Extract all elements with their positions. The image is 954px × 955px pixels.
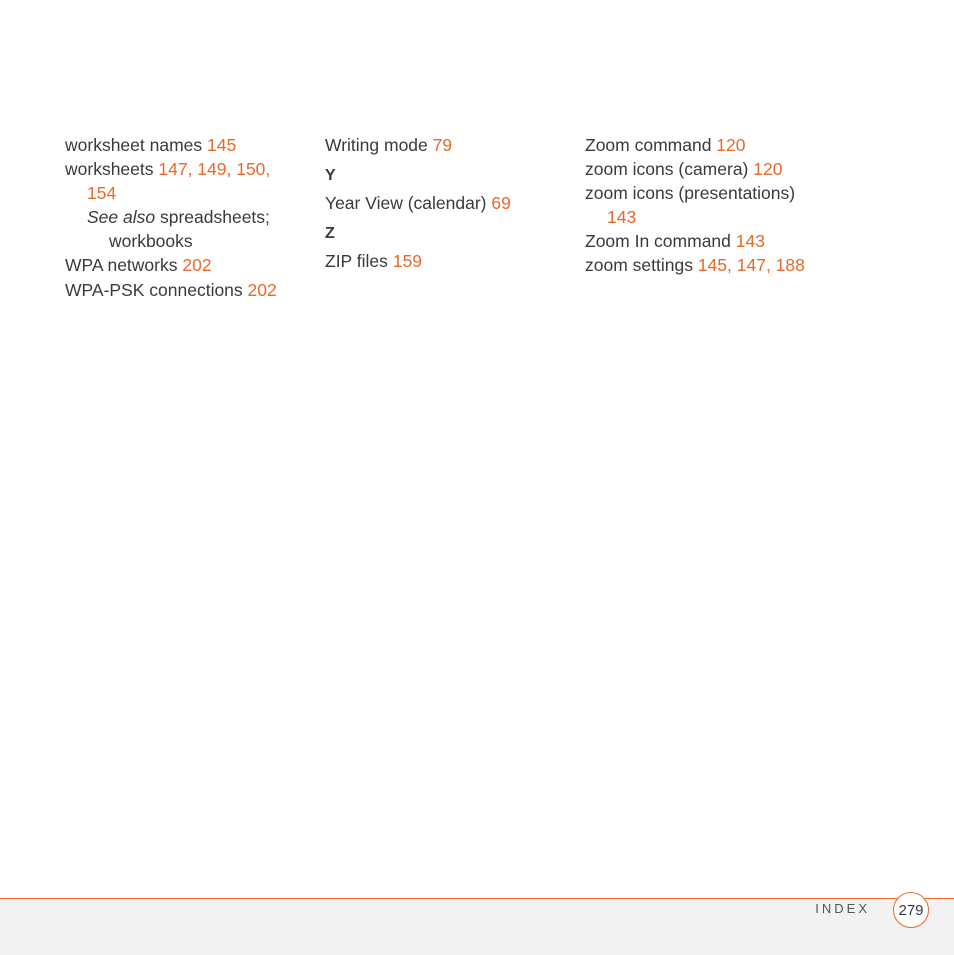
page-reference[interactable]: 147, 149, 150, <box>158 159 271 180</box>
index-entry <box>325 133 565 157</box>
index-term: Zoom command <box>585 135 717 155</box>
index-entry <box>585 253 845 277</box>
index-column-3 <box>585 133 845 278</box>
section-letter-z: Z <box>325 225 335 243</box>
page-reference[interactable]: 154 <box>87 183 117 204</box>
page-footer <box>0 898 954 955</box>
index-column-2 <box>325 133 565 273</box>
index-term: zoom icons (presentations) <box>585 183 796 204</box>
index-column-1 <box>65 133 305 302</box>
page-reference[interactable]: 145, 147, 188 <box>697 255 805 276</box>
page-reference[interactable]: 159 <box>392 251 422 272</box>
section-letter-y: Y <box>325 167 336 185</box>
page-number: 279 <box>898 901 924 919</box>
index-entry <box>65 133 305 157</box>
index-subentry <box>65 205 305 253</box>
index-entry <box>585 133 845 157</box>
cross-reference: workbooks <box>109 231 193 252</box>
page-reference[interactable]: 145 <box>207 135 237 155</box>
page-reference[interactable]: 202 <box>182 255 212 276</box>
footer-section-label: INDEX <box>815 901 870 916</box>
page-reference[interactable]: 120 <box>716 135 746 155</box>
index-term: worksheet names <box>65 135 208 155</box>
index-entry <box>325 249 565 273</box>
page-reference[interactable]: 202 <box>247 279 277 300</box>
index-entry <box>65 157 305 205</box>
see-also-label: See also <box>87 207 156 228</box>
index-term: zoom settings <box>585 255 698 276</box>
index-term: ZIP files <box>325 251 393 272</box>
index-entry <box>65 253 305 277</box>
page-reference[interactable]: 79 <box>432 135 453 155</box>
page-reference[interactable]: 69 <box>491 193 511 214</box>
page-number-badge <box>893 892 929 928</box>
index-term: Zoom In command <box>585 231 736 252</box>
index-term: WPA-PSK connections <box>65 279 248 300</box>
index-term: zoom icons (camera) <box>585 159 754 180</box>
page-reference[interactable]: 120 <box>753 159 783 180</box>
index-term: WPA networks <box>65 255 183 276</box>
index-entry <box>585 157 845 181</box>
index-term: worksheets <box>65 159 159 180</box>
index-entry <box>585 181 845 229</box>
index-entry <box>65 278 305 302</box>
page-reference[interactable]: 143 <box>607 207 637 228</box>
index-entry <box>585 229 845 253</box>
page-reference[interactable]: 143 <box>735 231 765 252</box>
index-term: Writing mode <box>325 135 433 155</box>
cross-reference: spreadsheets; <box>155 207 270 228</box>
index-entry <box>325 191 565 215</box>
index-term: Year View (calendar) <box>325 193 492 214</box>
